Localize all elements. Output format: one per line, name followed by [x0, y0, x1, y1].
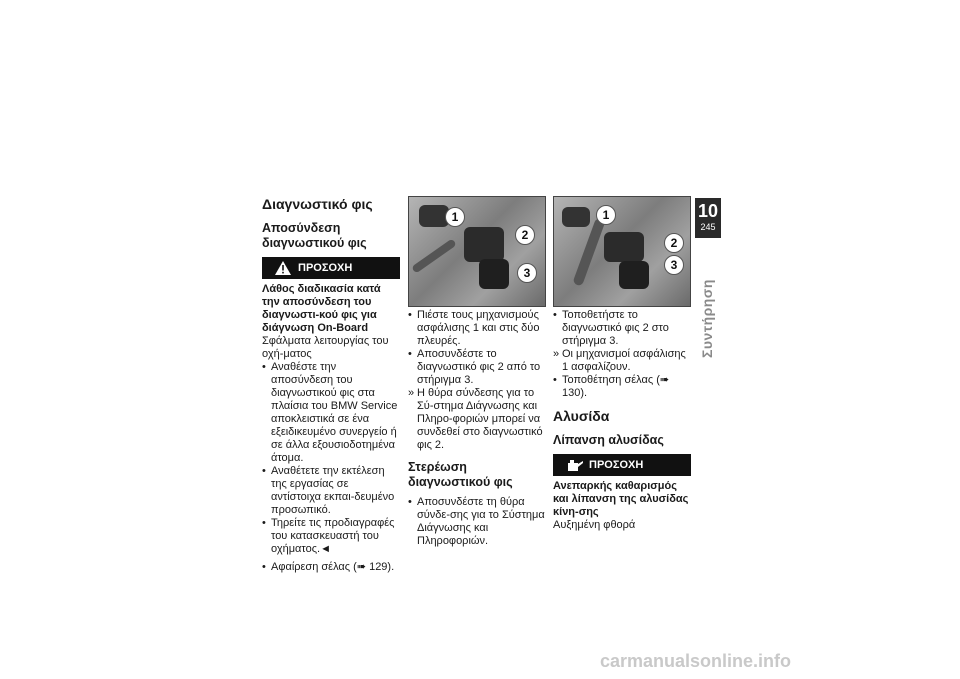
- warning-bullet-list: [262, 361, 400, 556]
- warning-triangle-icon: [274, 260, 292, 276]
- step-list: [553, 309, 691, 400]
- section-title: Αλυσίδα: [553, 408, 610, 424]
- callout-2: 2: [515, 225, 535, 245]
- warning-text: Αυξημένη φθορά: [553, 519, 636, 531]
- step-list: [262, 561, 400, 574]
- callout-3: 3: [517, 263, 537, 283]
- page-number: 245: [700, 222, 716, 232]
- list-item: • Αναθέτετε την εκτέλεση της εργασίας σε αντίστοιχα εκπαι-δευμένο προσωπικό.: [262, 465, 400, 517]
- warning-label: ΠΡΟΣΟΧΗ: [589, 458, 644, 471]
- column-2: [408, 196, 546, 548]
- chapter-title: Συντήρηση: [699, 279, 715, 358]
- subsection-title: Αποσύνδεση διαγνωστικού φις: [262, 221, 367, 250]
- warning-heading: Ανεπαρκής καθαρισμός και λίπανση της αλυσίδας κίνη-σης: [553, 480, 689, 518]
- list-item: • Τοποθετήστε το διαγνωστικό φις 2 στο στήριγμα 3.: [553, 309, 691, 348]
- diagnostic-plug-photo: [408, 196, 546, 307]
- subsection-title: Λίπανση αλυσίδας: [553, 433, 664, 447]
- warning-text: Σφάλματα λειτουργίας του οχή-ματος: [262, 335, 389, 360]
- chapter-tab: [695, 198, 721, 238]
- warning-banner: [553, 454, 691, 476]
- list-item: • Αναθέστε την αποσύνδεση του διαγνωστικού φις στα πλαίσια του BMW Service αποκλειστικά σε ένα εξειδικευμένο συνεργείο ή σε άλλα εξουσιοδοτημένα άτομα.: [262, 361, 400, 465]
- list-item: • Αποσυνδέστε το διαγνωστικό φις 2 από το στήριγμα 3.: [408, 348, 546, 387]
- callout-2: 2: [664, 233, 684, 253]
- warning-heading: Λάθος διαδικασία κατά την αποσύνδεση του διαγνωστι-κού φις για διάγνωση On-Board: [262, 283, 381, 334]
- warning-banner: [262, 257, 400, 279]
- list-item: » Η θύρα σύνδεσης για το Σύ-στημα Διάγνωσης και Πληρο-φοριών μπορεί να συνδεθεί στο διαγνωστικό φις 2.: [408, 387, 546, 452]
- chapter-number: 10: [697, 201, 719, 221]
- callout-3: 3: [664, 255, 684, 275]
- list-item: • Αποσυνδέστε τη θύρα σύνδε-σης για το Σύστημα Διάγνωσης και Πληροφοριών.: [408, 496, 546, 548]
- list-item: • Αφαίρεση σέλας (➠ 129).: [262, 561, 400, 574]
- watermark: carmanualsonline.info: [600, 651, 792, 671]
- callout-1: 1: [445, 207, 465, 227]
- column-3: [553, 196, 691, 532]
- list-item: • Τηρείτε τις προδιαγραφές του κατασκευαστή του οχήματος.◄: [262, 517, 400, 556]
- diagnostic-plug-photo: [553, 196, 691, 307]
- step-list: [408, 309, 546, 452]
- list-item: • Τοποθέτηση σέλας (➠ 130).: [553, 374, 691, 400]
- subsection-title: Στερέωση διαγνωστικού φις: [408, 460, 513, 489]
- warning-label: ΠΡΟΣΟΧΗ: [298, 261, 353, 274]
- step-list: [408, 496, 546, 548]
- callout-1: 1: [596, 205, 616, 225]
- list-item: • Πιέστε τους μηχανισμούς ασφάλισης 1 και στις δύο πλευρές.: [408, 309, 546, 348]
- section-title: Διαγνωστικό φις: [262, 196, 373, 212]
- list-item: » Οι μηχανισμοί ασφάλισης 1 ασφαλίζουν.: [553, 348, 691, 374]
- column-1: [262, 196, 400, 574]
- oil-can-icon: [565, 457, 583, 473]
